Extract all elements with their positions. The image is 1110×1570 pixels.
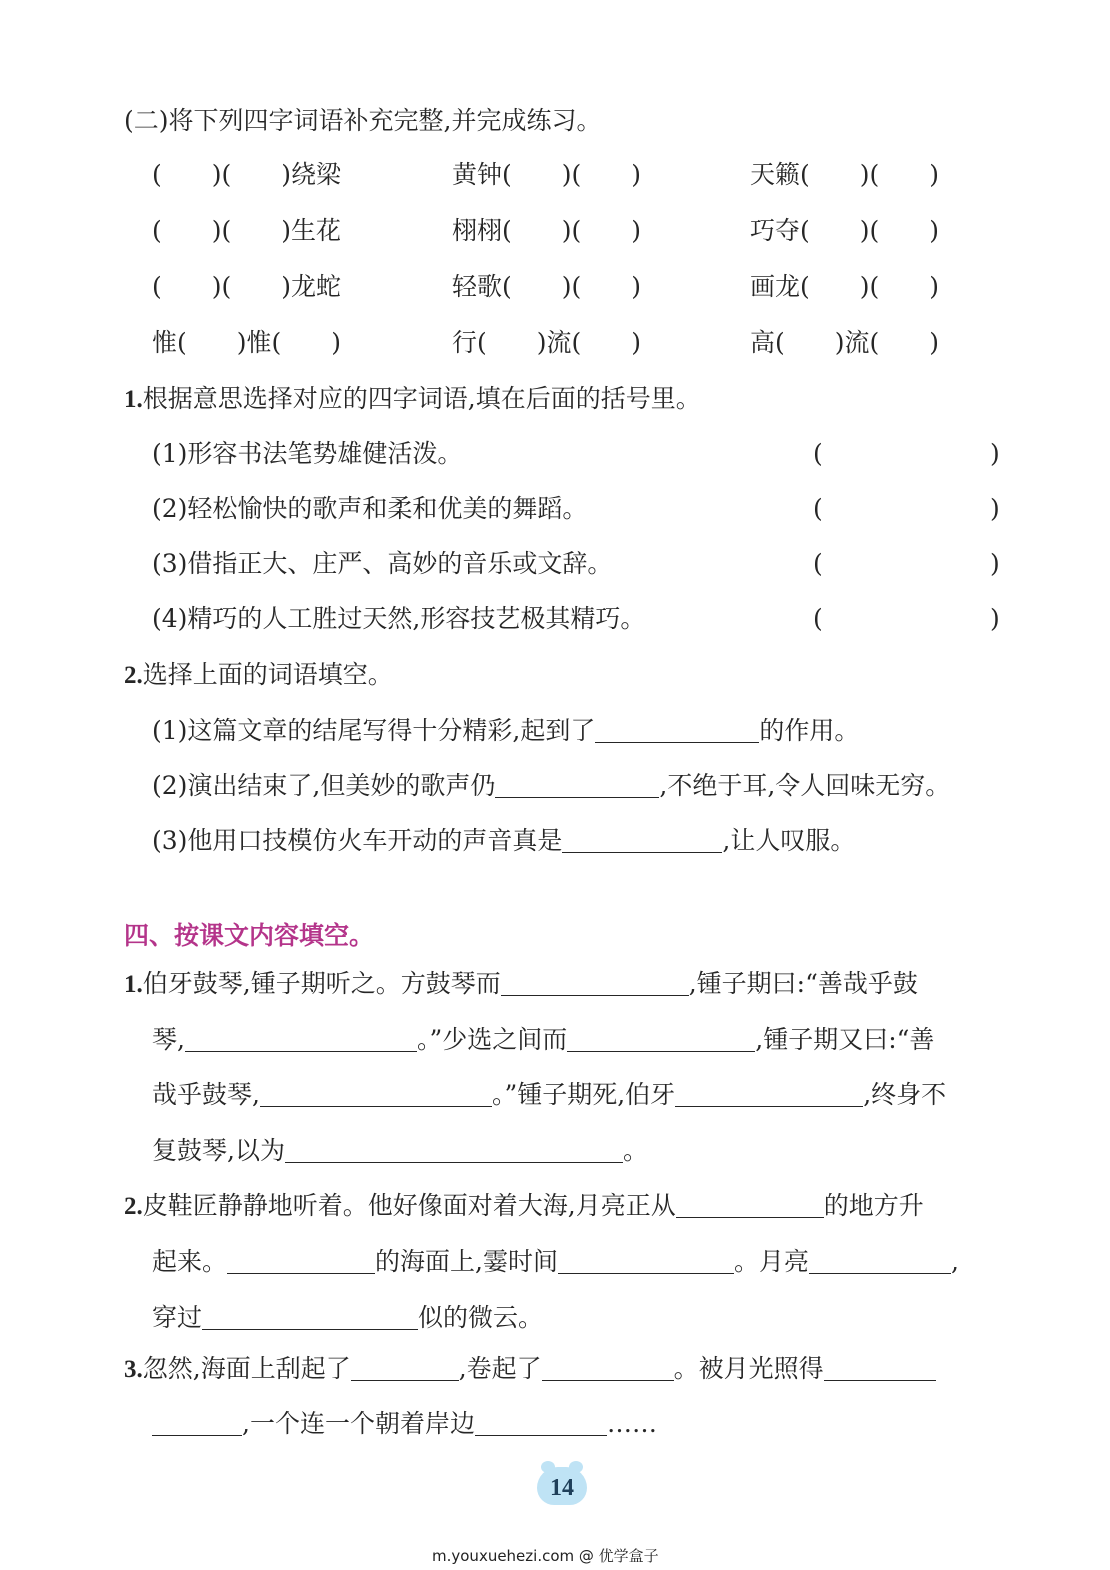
- passage-text: ,: [950, 1247, 959, 1276]
- passage-text: 起来。: [152, 1247, 228, 1276]
- passage-text: 琴,: [152, 1025, 185, 1054]
- passage-line: [152, 1082, 946, 1107]
- answer-blank[interactable]: [285, 1140, 623, 1163]
- passage-text: 的地方升: [823, 1191, 924, 1220]
- idiom-blank: 高( )流( ): [750, 328, 940, 357]
- section-title: (二)将下列四字词语补充完整,并完成练习。: [124, 106, 602, 135]
- passage-line: [152, 1027, 934, 1052]
- passage-text: 穿过: [152, 1303, 203, 1332]
- fill-text: (1)这篇文章的结尾写得十分精彩,起到了: [152, 716, 596, 745]
- answer-paren-close: ): [990, 494, 1000, 523]
- fill-item: [152, 828, 855, 853]
- answer-blank[interactable]: [351, 1358, 459, 1381]
- fill-text: 的作用。: [759, 716, 860, 745]
- idiom-blank: 行( )流( ): [452, 328, 642, 357]
- passage-text: ,卷起了: [458, 1354, 542, 1383]
- answer-paren-close: ): [990, 549, 1000, 578]
- meaning-item: (1)形容书法笔势雄健活泼。: [152, 439, 463, 468]
- passage-text: ……: [606, 1409, 657, 1438]
- idiom-blank: ( )( )绕梁: [152, 160, 342, 189]
- answer-blank[interactable]: [809, 1251, 951, 1274]
- fill-item: [152, 773, 950, 798]
- page-number-badge: [537, 1467, 587, 1505]
- passage-text: 。被月光照得: [673, 1354, 824, 1383]
- passage-line: [152, 1249, 959, 1274]
- question-number: 2.: [124, 1193, 143, 1220]
- answer-paren-open: (: [813, 549, 823, 578]
- passage-text: 似的微云。: [418, 1303, 544, 1332]
- fill-text: ,让人叹服。: [722, 826, 856, 855]
- answer-blank[interactable]: [542, 1358, 674, 1381]
- passage-text: 哉乎鼓琴,: [152, 1080, 260, 1109]
- question-number: 2.: [124, 662, 143, 689]
- page-number: 14: [550, 1475, 574, 1501]
- question-number: 1.: [124, 971, 143, 998]
- meaning-item: (3)借指正大、庄严、高妙的音乐或文辞。: [152, 549, 613, 578]
- meaning-item: (4)精巧的人工胜过天然,形容技艺极其精巧。: [152, 604, 646, 633]
- passage-text: 。”锺子期死,伯牙: [491, 1080, 676, 1109]
- passage-line: [124, 1356, 936, 1382]
- question-1: [124, 386, 701, 412]
- passage-text: ,锺子期曰:“善哉乎鼓: [688, 969, 918, 998]
- answer-blank[interactable]: [202, 1307, 418, 1330]
- footer-watermark: m.youxuehezi.com @ 优学盒子: [432, 1547, 659, 1565]
- passage-text: 。月亮: [733, 1247, 809, 1276]
- passage-text: ,终身不: [863, 1080, 947, 1109]
- answer-blank[interactable]: [676, 1195, 824, 1218]
- passage-line: [152, 1138, 648, 1163]
- passage-text: 的海面上,霎时间: [375, 1247, 558, 1276]
- meaning-item: (2)轻松愉快的歌声和柔和优美的舞蹈。: [152, 494, 588, 523]
- idiom-blank: ( )( )生花: [152, 216, 342, 245]
- fill-text: (3)他用口技模仿火车开动的声音真是: [152, 826, 563, 855]
- idiom-blank: 天籁( )( ): [750, 160, 940, 189]
- passage-line: [152, 1411, 657, 1436]
- answer-blank[interactable]: [495, 775, 659, 798]
- answer-blank[interactable]: [595, 720, 759, 743]
- idiom-blank: 轻歌( )( ): [452, 272, 642, 301]
- answer-paren-close: ): [990, 604, 1000, 633]
- passage-line: [124, 1193, 924, 1219]
- passage-text: 伯牙鼓琴,锺子期听之。方鼓琴而: [142, 969, 501, 998]
- question-2: [124, 662, 393, 688]
- idiom-blank: ( )( )龙蛇: [152, 272, 342, 301]
- answer-blank[interactable]: [562, 830, 722, 853]
- answer-blank[interactable]: [227, 1251, 375, 1274]
- passage-line: [124, 971, 918, 997]
- passage-text: 皮鞋匠静静地听着。他好像面对着大海,月亮正从: [142, 1191, 676, 1220]
- passage-text: 复鼓琴,以为: [152, 1136, 285, 1165]
- idiom-blank: 画龙( )( ): [750, 272, 940, 301]
- answer-paren-open: (: [813, 494, 823, 523]
- fill-text: (2)演出结束了,但美妙的歌声仍: [152, 771, 496, 800]
- answer-blank[interactable]: [824, 1358, 936, 1381]
- answer-blank[interactable]: [675, 1084, 863, 1107]
- idiom-blank: 栩栩( )( ): [452, 216, 642, 245]
- passage-text: 忽然,海面上刮起了: [142, 1354, 351, 1383]
- answer-blank[interactable]: [475, 1413, 607, 1436]
- section-heading: 四、按课文内容填空。: [124, 921, 375, 950]
- passage-text: ,一个连一个朝着岸边: [242, 1409, 475, 1438]
- passage-line: [152, 1305, 543, 1330]
- answer-blank[interactable]: [185, 1029, 417, 1052]
- idiom-blank: 惟( )惟( ): [152, 328, 342, 357]
- answer-blank[interactable]: [558, 1251, 734, 1274]
- fill-item: [152, 718, 859, 743]
- idiom-blank: 黄钟( )( ): [452, 160, 642, 189]
- answer-paren-open: (: [813, 604, 823, 633]
- question-number: 1.: [124, 386, 143, 413]
- passage-text: 。”少选之间而: [416, 1025, 568, 1054]
- passage-text: 。: [622, 1136, 648, 1165]
- answer-blank[interactable]: [260, 1084, 492, 1107]
- idiom-blank: 巧夺( )( ): [750, 216, 940, 245]
- question-text: 选择上面的词语填空。: [142, 660, 393, 689]
- answer-paren-open: (: [813, 439, 823, 468]
- answer-blank[interactable]: [501, 973, 689, 996]
- question-text: 根据意思选择对应的四字词语,填在后面的括号里。: [142, 384, 701, 413]
- answer-blank[interactable]: [567, 1029, 755, 1052]
- question-number: 3.: [124, 1356, 143, 1383]
- answer-paren-close: ): [990, 439, 1000, 468]
- answer-blank[interactable]: [152, 1413, 242, 1436]
- passage-text: ,锺子期又曰:“善: [755, 1025, 935, 1054]
- fill-text: ,不绝于耳,令人回味无穷。: [659, 771, 951, 800]
